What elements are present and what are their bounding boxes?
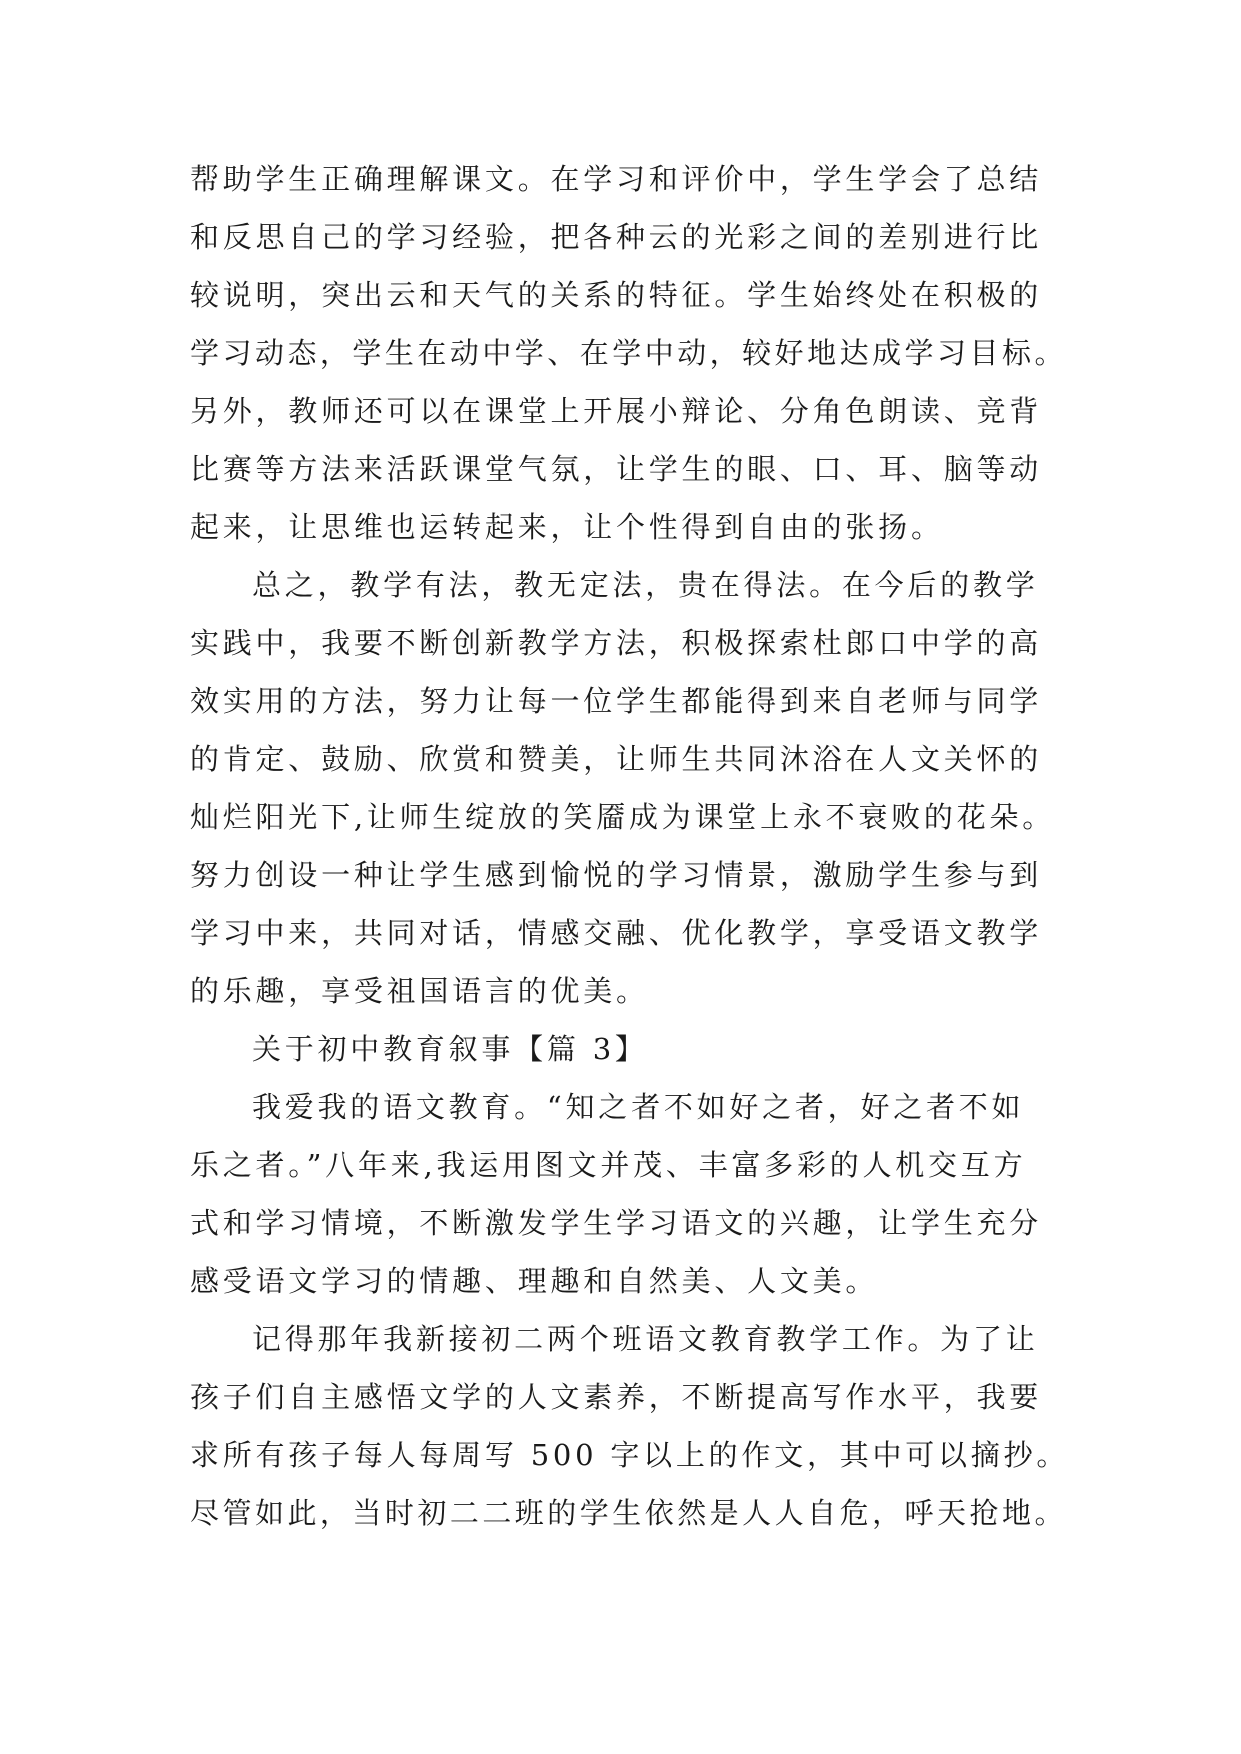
paragraph — [190, 556, 1070, 1020]
text-line: 总之，教学有法，教无定法，贵在得法。在今后的教学 — [252, 568, 1039, 602]
text-line: 实践中，我要不断创新教学方法，积极探索杜郎口中学的高 — [190, 626, 1043, 660]
text-line: 记得那年我新接初二两个班语文教育教学工作。为了让 — [252, 1322, 1039, 1356]
text-line: 效实用的方法，努力让每一位学生都能得到来自老师与同学 — [190, 684, 1043, 718]
text-line: 灿烂阳光下,让师生绽放的笑靥成为课堂上永不衰败的花朵。 — [190, 800, 1056, 834]
text-line: 感受语文学习的情趣、理趣和自然美、人文美。 — [190, 1264, 879, 1298]
paragraph — [190, 150, 1070, 556]
text-line: 关于初中教育叙事【篇 3】 — [252, 1032, 648, 1066]
paragraph — [190, 1078, 1070, 1310]
text-line: 比赛等方法来活跃课堂气氛，让学生的眼、口、耳、脑等动 — [190, 452, 1043, 486]
text-line: 学习动态，学生在动中学、在学中动，较好地达成学习目标。 — [190, 336, 1067, 370]
paragraph — [190, 1310, 1070, 1542]
text-line: 较说明，突出云和天气的关系的特征。学生始终处在积极的 — [190, 278, 1043, 312]
text-line: 式和学习情境，不断激发学生学习语文的兴趣，让学生充分 — [190, 1206, 1043, 1240]
text-line: 求所有孩子每人每周写 500 字以上的作文，其中可以摘抄。 — [190, 1438, 1070, 1472]
document-body — [190, 150, 1070, 1542]
text-line: 另外，教师还可以在课堂上开展小辩论、分角色朗读、竞背 — [190, 394, 1043, 428]
text-line: 乐之者。”八年来,我运用图文并茂、丰富多彩的人机交互方 — [190, 1148, 1027, 1182]
text-line: 我爱我的语文教育。“知之者不如好之者，好之者不如 — [252, 1090, 1025, 1124]
text-line: 和反思自己的学习经验，把各种云的光彩之间的差别进行比 — [190, 220, 1043, 254]
text-line: 尽管如此，当时初二二班的学生依然是人人自危，呼天抢地。 — [190, 1496, 1067, 1530]
text-line: 的乐趣，享受祖国语言的优美。 — [190, 974, 649, 1008]
text-line: 努力创设一种让学生感到愉悦的学习情景，激励学生参与到 — [190, 858, 1043, 892]
text-line: 的肯定、鼓励、欣赏和赞美，让师生共同沐浴在人文关怀的 — [190, 742, 1043, 776]
paragraph — [190, 1020, 1070, 1078]
text-line: 起来，让思维也运转起来，让个性得到自由的张扬。 — [190, 510, 944, 544]
text-line: 孩子们自主感悟文学的人文素养，不断提高写作水平，我要 — [190, 1380, 1043, 1414]
text-line: 学习中来，共同对话，情感交融、优化教学，享受语文教学 — [190, 916, 1043, 950]
text-line: 帮助学生正确理解课文。在学习和评价中，学生学会了总结 — [190, 162, 1043, 196]
